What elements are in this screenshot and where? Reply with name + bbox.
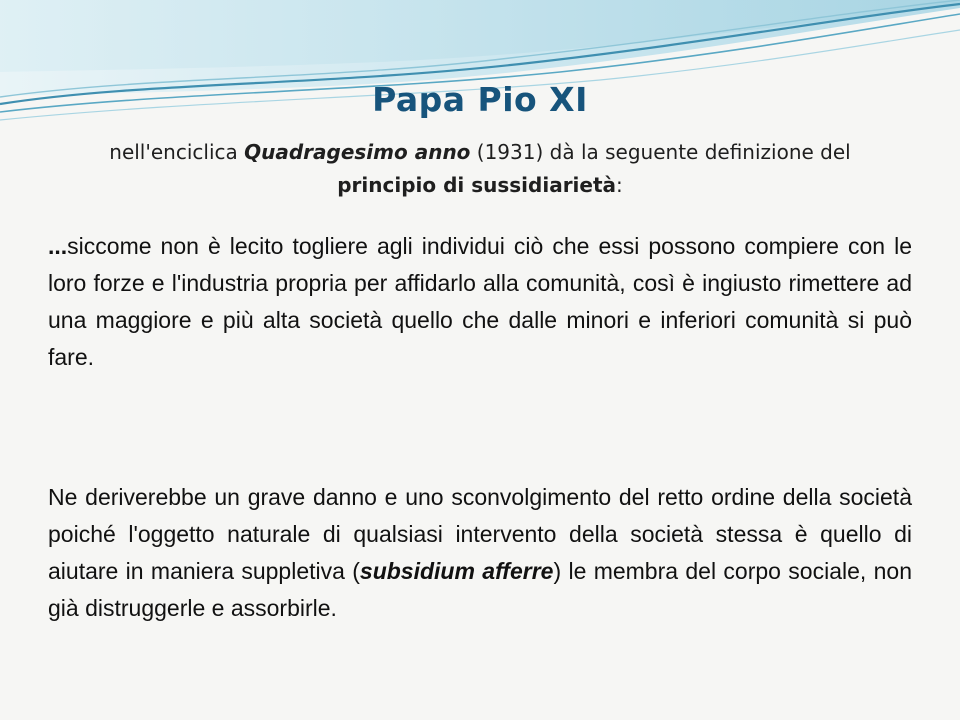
- encyclical-name: Quadragesimo anno: [244, 140, 471, 164]
- slide-title: Papa Pio XI: [372, 80, 588, 119]
- slide-subtitle: [90, 136, 870, 202]
- subtitle-text-part2: (1931) dà la seguente definizione del: [470, 140, 851, 164]
- paragraph-2-text-before: Ne deriverebbe un grave danno e uno sconvolgimento del retto ordine della società poiché l'oggetto naturale di qualsiasi intervento della società stessa è quello di aiutare in maniera suppletiva (: [48, 484, 912, 584]
- quote-paragraph-1: [48, 228, 912, 376]
- paragraph-2-text-after: ) le membra del corpo sociale, non già distruggerle e assorbirle.: [48, 558, 912, 621]
- principle-name: principio di sussidiarietà: [337, 173, 617, 197]
- latin-phrase: subsidium afferre: [359, 558, 554, 584]
- ellipsis-lead: ...: [48, 233, 68, 259]
- quote-paragraph-2: [48, 479, 912, 627]
- paragraph-1-text: siccome non è lecito togliere agli individui ciò che essi possono compiere con le loro forze e l'industria propria per affidarlo alla comunità, così è ingiusto rimettere ad una maggiore e più alta società quello che dalle minori e inferiori comunità si può fare.: [48, 233, 912, 370]
- subtitle-text-part1: nell'enciclica: [109, 140, 245, 164]
- subtitle-text-part3: :: [616, 173, 623, 197]
